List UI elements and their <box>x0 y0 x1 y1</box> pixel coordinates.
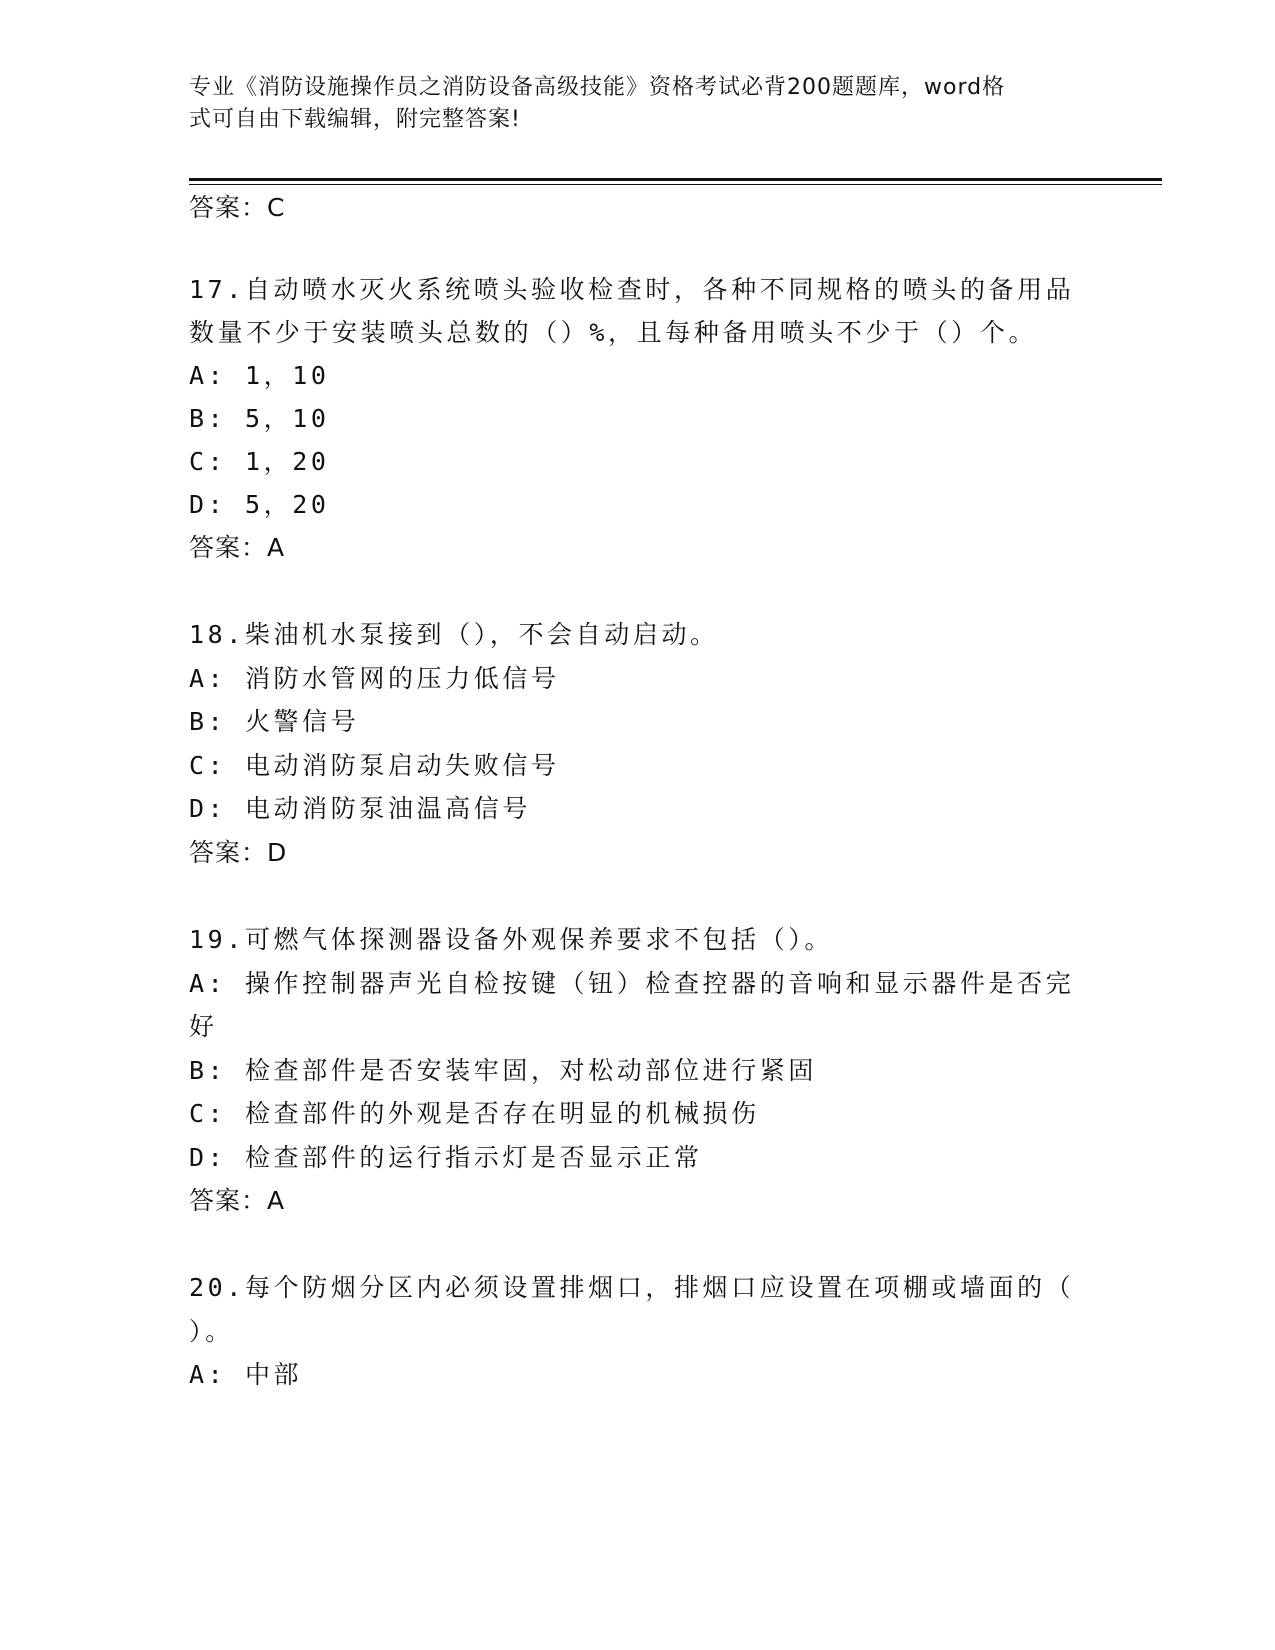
answer-prev: 答案：C <box>189 193 286 222</box>
header-divider-thick <box>189 178 1162 181</box>
question-18-option-d: D: 电动消防泵油温高信号 <box>189 794 531 823</box>
question-18-answer: 答案：D <box>189 838 288 867</box>
question-20-stem-2: ）。 <box>189 1317 234 1346</box>
question-18-option-c: C: 电动消防泵启动失败信号 <box>189 751 560 780</box>
question-17-option-d: D: 5，20 <box>189 490 330 519</box>
question-17-option-b: B: 5，10 <box>189 404 330 433</box>
question-17-stem-1: 17.自动喷水灭火系统喷头验收检查时，各种不同规格的喷头的备用品 <box>189 275 1075 304</box>
question-18-option-a: A: 消防水管网的压力低信号 <box>189 664 560 693</box>
question-19-option-c: C: 检查部件的外观是否存在明显的机械损伤 <box>189 1099 760 1128</box>
question-17-stem-2: 数量不少于安装喷头总数的（）%，且每种备用喷头不少于（）个。 <box>189 318 1038 347</box>
question-19-option-d: D: 检查部件的运行指示灯是否显示正常 <box>189 1143 703 1172</box>
question-19-answer: 答案：A <box>189 1186 286 1215</box>
question-17-option-a: A: 1，10 <box>189 361 330 390</box>
question-19-stem: 19.可燃气体探测器设备外观保养要求不包括（）。 <box>189 925 834 954</box>
question-17-option-c: C: 1，20 <box>189 447 330 476</box>
question-18-option-b: B: 火警信号 <box>189 707 360 736</box>
question-17-answer: 答案：A <box>189 533 286 562</box>
question-20-stem-1: 20.每个防烟分区内必须设置排烟口，排烟口应设置在项棚或墙面的（ <box>189 1273 1075 1302</box>
header-line-1: 专业《消防设施操作员之消防设备高级技能》资格考试必背200题题库，word格 <box>189 75 1006 100</box>
question-19-option-a: A: 操作控制器声光自检按键（钮）检查控器的音响和显示器件是否完 <box>189 969 1075 998</box>
question-19-option-a-cont: 好 <box>189 1012 218 1041</box>
page-header <box>189 72 1069 136</box>
header-divider-thin <box>189 184 1162 185</box>
question-19-option-b: B: 检查部件是否安装牢固，对松动部位进行紧固 <box>189 1056 817 1085</box>
header-line-2: 式可自由下载编辑，附完整答案! <box>189 107 521 132</box>
question-20-option-a: A: 中部 <box>189 1360 303 1389</box>
question-18-stem: 18.柴油机水泵接到（），不会自动启动。 <box>189 620 719 649</box>
